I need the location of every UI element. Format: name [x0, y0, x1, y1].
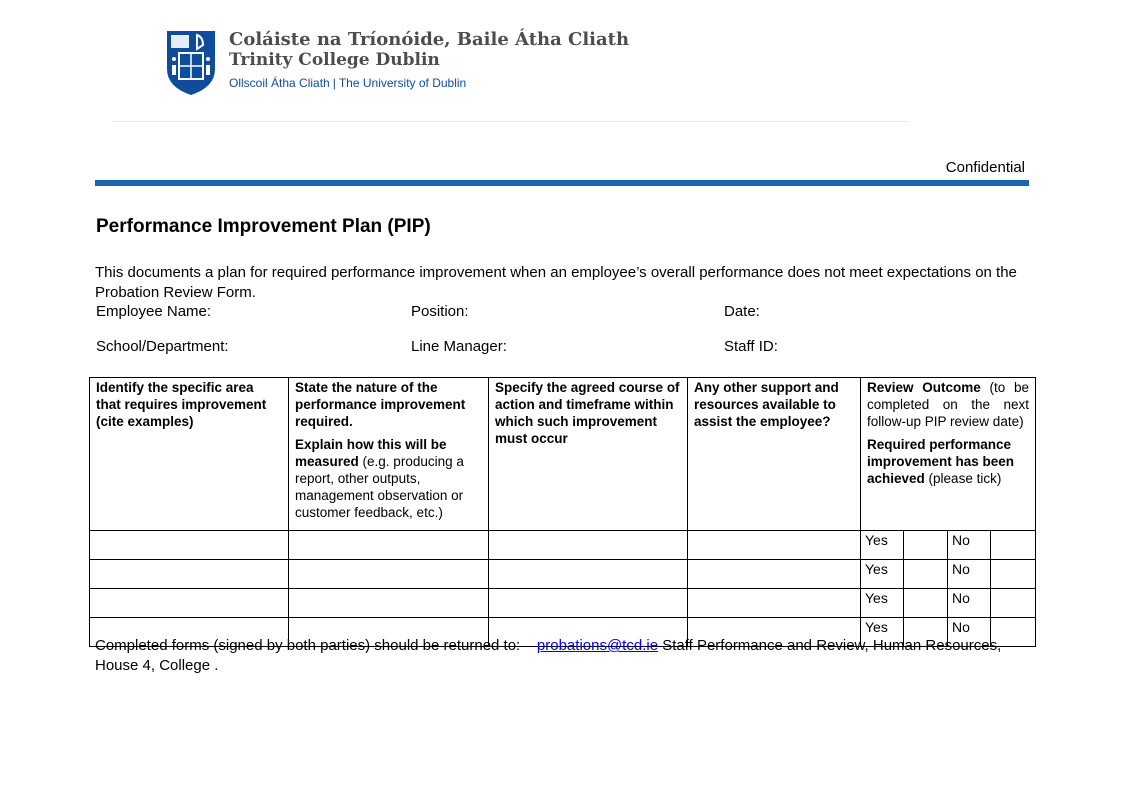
action-input-cell[interactable]	[489, 531, 688, 560]
yes-label: Yes	[861, 618, 904, 647]
intro-text: This documents a plan for required performance improvement when an employee’s overall performance does not meet expectations on the Probation Review Form.	[95, 264, 1017, 301]
no-label: No	[948, 618, 991, 647]
tagline-english: The University of Dublin	[338, 76, 467, 90]
header-action-text: Specify the agreed course of action and timeframe within which such improvement must occur	[495, 380, 680, 446]
tagline-separator: |	[332, 76, 336, 90]
institution-name-english: Trinity College Dublin	[229, 50, 440, 70]
line-manager-label: Line Manager:	[411, 338, 507, 355]
no-label: No	[948, 589, 991, 618]
pip-table	[89, 377, 1036, 647]
footer-note	[95, 636, 1025, 676]
no-tick-box[interactable]	[991, 531, 1036, 560]
nature-input-cell[interactable]	[289, 589, 489, 618]
area-input-cell[interactable]	[90, 531, 289, 560]
nature-input-cell[interactable]	[289, 560, 489, 589]
header-achieved-rest: (please tick)	[924, 471, 1002, 486]
action-input-cell[interactable]	[489, 589, 688, 618]
confidential-label: Confidential	[945, 159, 1025, 176]
header-divider	[113, 121, 908, 122]
position-label: Position:	[411, 303, 469, 320]
header-cell-support	[688, 378, 861, 531]
no-tick-box[interactable]	[991, 589, 1036, 618]
school-department-label: School/Department:	[96, 338, 229, 355]
table-row	[90, 589, 1036, 618]
no-label: No	[948, 531, 991, 560]
nature-input-cell[interactable]	[289, 531, 489, 560]
table-row	[90, 531, 1036, 560]
header-area-text: Identify the specific area that requires improvement (cite examples)	[96, 380, 267, 429]
no-label: No	[948, 560, 991, 589]
date-label: Date:	[724, 303, 760, 320]
staff-id-label: Staff ID:	[724, 338, 778, 355]
tcd-crest-icon	[165, 29, 217, 97]
yes-label: Yes	[861, 589, 904, 618]
page-title: Performance Improvement Plan (PIP)	[96, 216, 431, 237]
accent-bar	[95, 180, 1029, 186]
yes-label: Yes	[861, 531, 904, 560]
action-input-cell[interactable]	[489, 560, 688, 589]
header-review-bold: Review Outcome	[867, 380, 981, 395]
yes-tick-box[interactable]	[904, 560, 948, 589]
yes-tick-box[interactable]	[904, 531, 948, 560]
header-cell-area	[90, 378, 289, 531]
yes-tick-box[interactable]	[904, 589, 948, 618]
employee-name-label: Employee Name:	[96, 303, 212, 320]
header-nature-text: State the nature of the performance improvement required.	[295, 380, 466, 429]
table-row	[90, 560, 1036, 589]
header-cell-review	[861, 378, 1036, 531]
support-input-cell[interactable]	[688, 531, 861, 560]
table-header-row	[90, 378, 1036, 531]
tagline-irish: Ollscoil Átha Cliath	[229, 76, 330, 90]
header-measured-bold: Explain how this will be measured	[295, 437, 447, 469]
area-input-cell[interactable]	[90, 560, 289, 589]
support-input-cell[interactable]	[688, 560, 861, 589]
header-support-text: Any other support and resources available to assist the employee?	[694, 380, 839, 429]
area-input-cell[interactable]	[90, 589, 289, 618]
institution-name-irish: Coláiste na Tríonóide, Baile Átha Cliath	[229, 29, 630, 50]
header-review-rest: (to be completed on the next follow-up PIP review date)	[867, 380, 1030, 429]
email-link[interactable]: probations@tcd.ie	[536, 637, 659, 654]
footer-text-before: Completed forms (signed by both parties) should be returned to:	[95, 637, 537, 654]
yes-label: Yes	[861, 560, 904, 589]
no-tick-box[interactable]	[991, 560, 1036, 589]
footer-text-after: Staff Performance and Review, Human Resources, House 4, College .	[95, 637, 1002, 674]
header-achieved-bold: Required performance improvement has been achieved	[867, 437, 1015, 486]
institution-brand	[229, 30, 629, 91]
header-cell-nature	[289, 378, 489, 531]
institution-tagline	[229, 75, 629, 91]
header-cell-action	[489, 378, 688, 531]
support-input-cell[interactable]	[688, 589, 861, 618]
header-measured-rest: (e.g. producing a report, other outputs, management observation or customer feedback, etc.)	[295, 454, 464, 520]
